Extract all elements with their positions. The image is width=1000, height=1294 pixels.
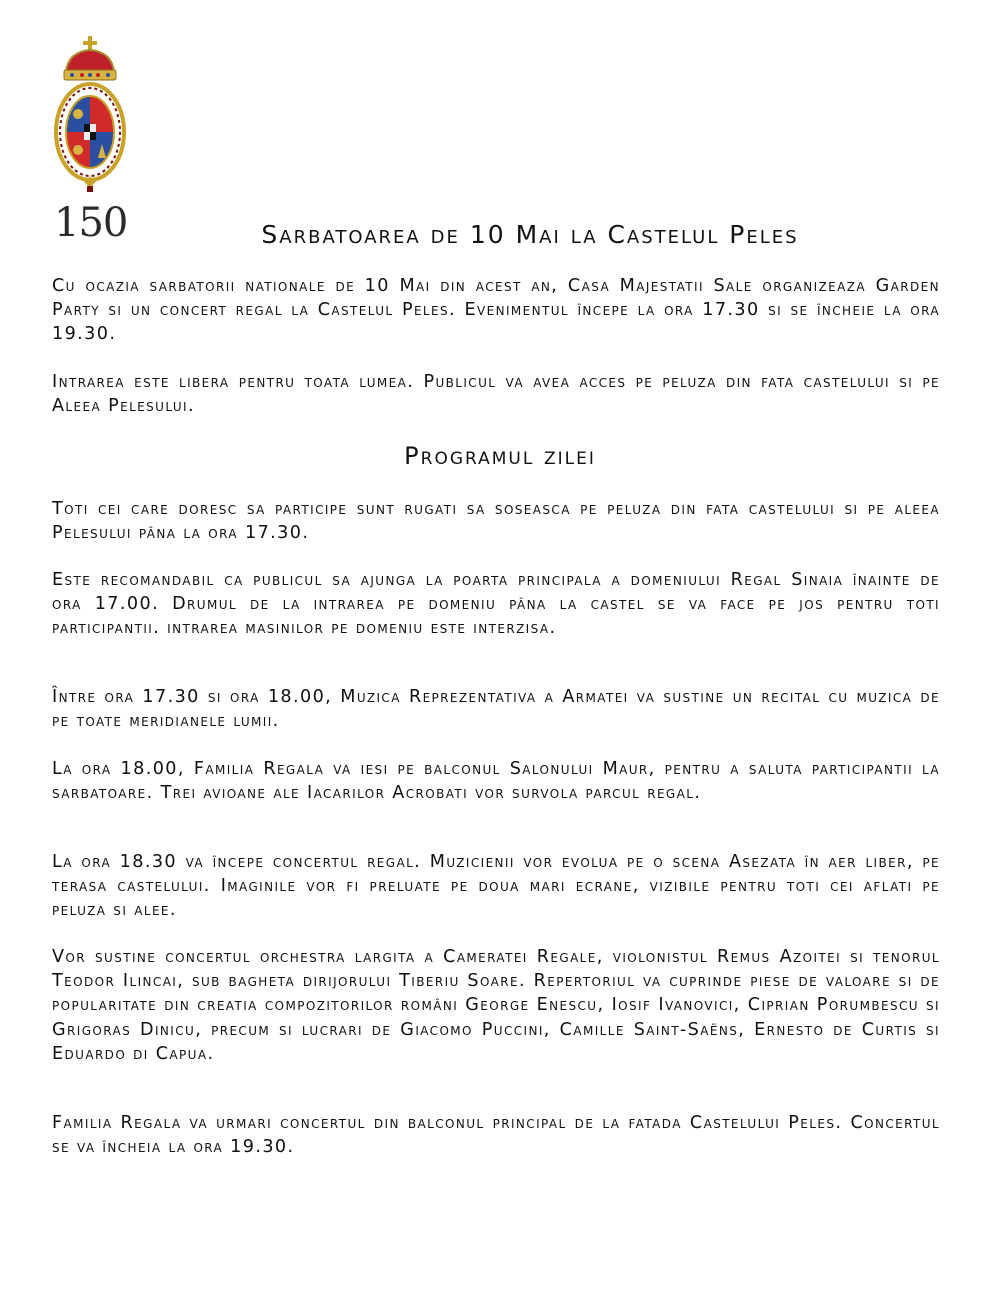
program-paragraph-4: La ora 18.00, Familia Regala va iesi pe balconul Salonului Maur, pentru a saluta participantii la sarbatoare. Trei avioane ale Iacarilor Acrobati vor survola parcul regal. — [52, 759, 940, 804]
intro-paragraph-1: Cu ocazia sarbatorii nationale de 10 Mai din acest an, Casa Majestatii Sale organizeaza Garden Party si un concert regal la Castelul Peles. Evenimentul începe la ora 17.30 si se încheie la ora 19.30. — [52, 276, 940, 345]
program-paragraph-6: Vor sustine concertul orchestra largita a Cameratei Regale, violonistul Remus Azoitei si tenorul Teodor Ilincai, sub bagheta dirijorului Tiberiu Soare. Repertoriul va cuprinde piese de valoare si de popularitate din creatia compozitorilor români George Enescu, Iosif Ivanovici, Ciprian Porumbescu si Grigoras Dinicu, precum si lucrari de Giacomo Puccini, Camille Saint-Saëns, Ernesto de Curtis si Eduardo di Capua. — [52, 947, 940, 1064]
program-paragraph-2: Este recomandabil ca publicul sa ajunga la poarta principala a domeniului Regal Sinaia înainte de ora 17.00. Drumul de la intrarea pe domeniu pâna la castel se va face pe jos pentru toti participantii. intrarea masinilor pe domeniu este interzisa. — [52, 570, 940, 639]
anniversary-number: 150 — [54, 200, 128, 246]
royal-crest-icon — [48, 36, 132, 196]
program-paragraph-5: La ora 18.30 va începe concertul regal. Muzicienii vor evolua pe o scena Asezata în aer liber, pe terasa castelului. Imaginile vor fi preluate pe doua mari ecrane, vizibile pentru toti cei aflati pe peluza si alee. — [52, 852, 940, 921]
program-paragraph-3: Între ora 17.30 si ora 18.00, Muzica Reprezentativa a Armatei va sustine un recital cu muzica de pe toate meridianele lumii. — [52, 687, 940, 732]
program-heading: Programul zilei — [404, 442, 596, 470]
page-title: Sarbatoarea de 10 Mai la Castelul Peles — [261, 220, 799, 249]
program-paragraph-1: Toti cei care doresc sa participe sunt rugati sa soseasca pe peluza din fata castelului si pe aleea Pelesului pâna la ora 17.30. — [52, 499, 940, 544]
intro-paragraph-2: Intrarea este libera pentru toata lumea. Publicul va avea acces pe peluza din fata castelului si pe Aleea Pelesului. — [52, 372, 940, 417]
program-paragraph-7: Familia Regala va urmari concertul din balconul principal de la fatada Castelului Peles. Concertul se va încheia la ora 19.30. — [52, 1113, 940, 1158]
